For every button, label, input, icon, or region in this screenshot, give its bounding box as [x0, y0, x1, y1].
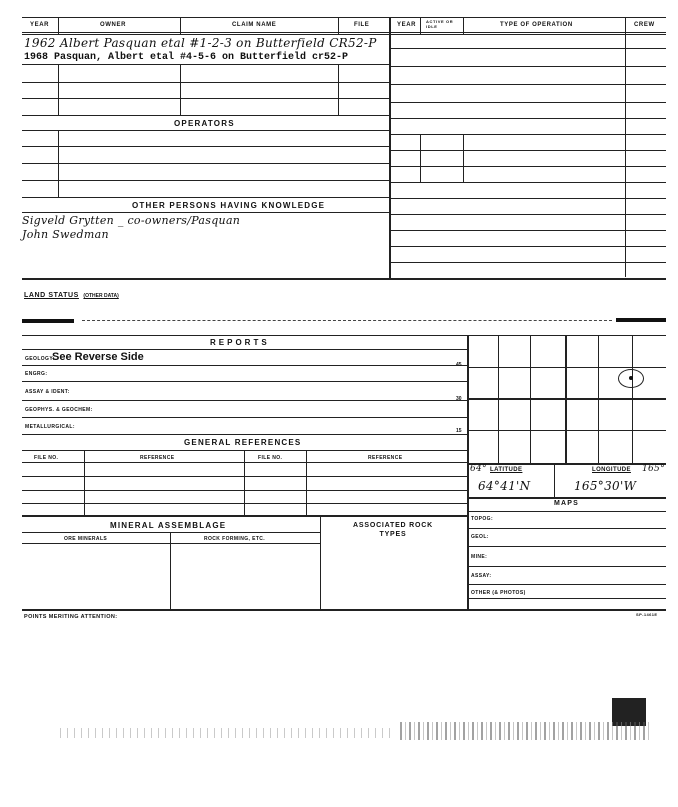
divider — [320, 516, 321, 609]
col-header-crew: CREW — [634, 22, 655, 28]
maps-geol-label: GEOL: — [471, 534, 489, 540]
maps-mine-label: MINE: — [471, 554, 488, 560]
row-rule — [22, 417, 467, 418]
scan-artifact-faint — [60, 728, 390, 738]
row-rule — [22, 365, 467, 366]
right-row-rule — [390, 198, 666, 199]
row-rule — [467, 566, 666, 567]
mineral-assemblage-title: MINERAL ASSEMBLAGE — [110, 521, 227, 530]
separator-block-right — [616, 318, 666, 322]
top-table-bottom-rule — [22, 278, 666, 280]
operators-rule — [22, 130, 389, 131]
right-row-rule — [390, 230, 666, 231]
divider — [58, 65, 59, 115]
right-row-rule — [390, 118, 666, 119]
mineral-rule — [22, 532, 320, 533]
header-rule — [22, 32, 666, 33]
metallurgical-label: METALLURGICAL: — [25, 424, 75, 430]
maps-title: MAPS — [554, 500, 580, 507]
divider — [306, 451, 307, 515]
reports-rule — [22, 349, 467, 350]
associated-rock-types-label: ASSOCIATED ROCK TYPES — [353, 522, 433, 538]
row-rule — [467, 546, 666, 547]
scan-artifact-smudge — [400, 722, 650, 740]
page-num-30: 30 — [456, 396, 462, 402]
grid-row — [467, 430, 666, 431]
right-row-rule — [390, 134, 666, 135]
divider — [180, 17, 181, 34]
other-person-1: Sigveld Grytten _ co-owners/Pasquan — [22, 214, 241, 227]
top-rule — [22, 17, 666, 18]
divider — [58, 17, 59, 34]
row-rule — [467, 528, 666, 529]
maps-rule — [467, 511, 666, 512]
mineral-rule-2 — [22, 543, 320, 544]
divider — [420, 134, 421, 182]
longitude-hand: 165° — [642, 464, 665, 474]
col-header-file: FILE — [354, 22, 370, 28]
lat-lon-divider — [554, 464, 555, 497]
col-header-claim-name: CLAIM NAME — [232, 22, 277, 28]
other-persons-rule — [22, 212, 389, 213]
row-rule — [22, 146, 389, 147]
rock-forming-label: ROCK FORMING, ETC. — [204, 536, 266, 542]
right-row-rule — [390, 246, 666, 247]
land-status-sub: (OTHER DATA) — [83, 293, 119, 299]
geology-label: GEOLOGY: — [25, 356, 55, 362]
col-header-owner: OWNER — [100, 22, 126, 28]
right-row-rule — [390, 150, 666, 151]
col-header-year: YEAR — [30, 22, 50, 28]
right-row-rule — [390, 182, 666, 183]
other-persons-top-rule — [22, 197, 389, 198]
col-header-type-of-operation: TYPE OF OPERATION — [500, 22, 573, 28]
grid-row — [467, 367, 666, 368]
gr-col-reference: REFERENCE — [140, 455, 175, 461]
row-rule — [22, 82, 389, 83]
maps-assay-label: ASSAY: — [471, 573, 492, 579]
engrg-label: ENGRG: — [25, 371, 48, 377]
land-status-title: LAND STATUS — [24, 292, 79, 299]
owner-row-1968: 1968 Pasquan, Albert etal #4-5-6 on Butterfield cr52-P — [24, 52, 349, 63]
right-row-rule — [390, 66, 666, 67]
col-header-active-or-idle: ACTIVE OR IDLE — [426, 19, 454, 29]
land-status-label — [24, 284, 119, 302]
divider — [338, 65, 339, 115]
row-rule — [467, 584, 666, 585]
mineral-top-rule — [22, 515, 467, 517]
divider — [84, 451, 85, 515]
maps-other-label: OTHER (& PHOTOS) — [471, 590, 526, 596]
grid-row — [467, 398, 666, 400]
geology-value: See Reverse Side — [52, 351, 144, 363]
crew-divider — [625, 17, 626, 277]
separator-dashes — [82, 320, 612, 321]
owner-row-1962: 1962 Albert Pasquan etal #1-2-3 on Butterfield CR52-P — [24, 36, 377, 50]
right-row-rule — [390, 262, 666, 263]
center-divider — [389, 17, 391, 279]
row-rule — [467, 598, 666, 599]
maps-top-rule — [467, 497, 666, 499]
header-rule-2 — [22, 34, 666, 35]
form-number: SP-1461E — [636, 612, 658, 617]
assay-ident-label: ASSAY & IDENT: — [25, 389, 70, 395]
operators-title: OPERATORS — [174, 119, 235, 128]
row-rule — [22, 64, 389, 65]
points-meriting-attention-label: POINTS MERITING ATTENTION: — [24, 614, 118, 620]
latitude-value: 64°41'N — [478, 479, 531, 493]
grid-row — [467, 463, 666, 465]
gr-col-file-no: FILE NO. — [34, 455, 59, 461]
divider — [463, 134, 464, 182]
bottom-rule — [22, 609, 666, 611]
col-header-year-2: YEAR — [397, 22, 417, 28]
gr-col-reference-2: REFERENCE — [368, 455, 403, 461]
gr-col-file-no-2: FILE NO. — [258, 455, 283, 461]
maps-topog-label: TOPOG: — [471, 516, 494, 522]
row-rule — [22, 98, 389, 99]
general-references-title: GENERAL REFERENCES — [184, 438, 302, 447]
divider — [420, 17, 421, 34]
right-panel-divider — [467, 335, 469, 609]
right-row-rule — [390, 166, 666, 167]
general-references-top-rule — [22, 434, 467, 435]
right-row-rule — [390, 102, 666, 103]
geophys-label: GEOPHYS. & GEOCHEM: — [25, 407, 93, 413]
divider — [170, 533, 171, 609]
divider — [338, 17, 339, 34]
ore-minerals-label: ORE MINERALS — [64, 536, 108, 542]
divider — [463, 17, 464, 34]
reports-top-rule — [22, 335, 666, 336]
separator-block-left — [22, 319, 74, 323]
right-row-rule — [390, 84, 666, 85]
longitude-value: 165°30'W — [574, 479, 637, 493]
reports-title: REPORTS — [210, 338, 270, 347]
location-dot — [629, 376, 633, 380]
divider — [58, 131, 59, 197]
page-num-45: 45 — [456, 362, 462, 368]
right-row-rule — [390, 214, 666, 215]
other-person-2: John Swedman — [22, 228, 109, 241]
row-rule — [22, 180, 389, 181]
row-rule — [22, 400, 467, 401]
divider — [180, 65, 181, 115]
operators-top-rule — [22, 115, 389, 116]
row-rule — [22, 381, 467, 382]
page-num-15: 15 — [456, 428, 462, 434]
location-circle-marker — [618, 369, 644, 388]
latitude-hand: 64° — [470, 464, 487, 474]
divider — [244, 451, 245, 515]
row-rule — [22, 163, 389, 164]
longitude-label: LONGITUDE — [592, 467, 631, 473]
latitude-label: LATITUDE — [490, 467, 523, 473]
right-row-rule — [390, 48, 666, 49]
other-persons-title: OTHER PERSONS HAVING KNOWLEDGE — [132, 201, 326, 210]
